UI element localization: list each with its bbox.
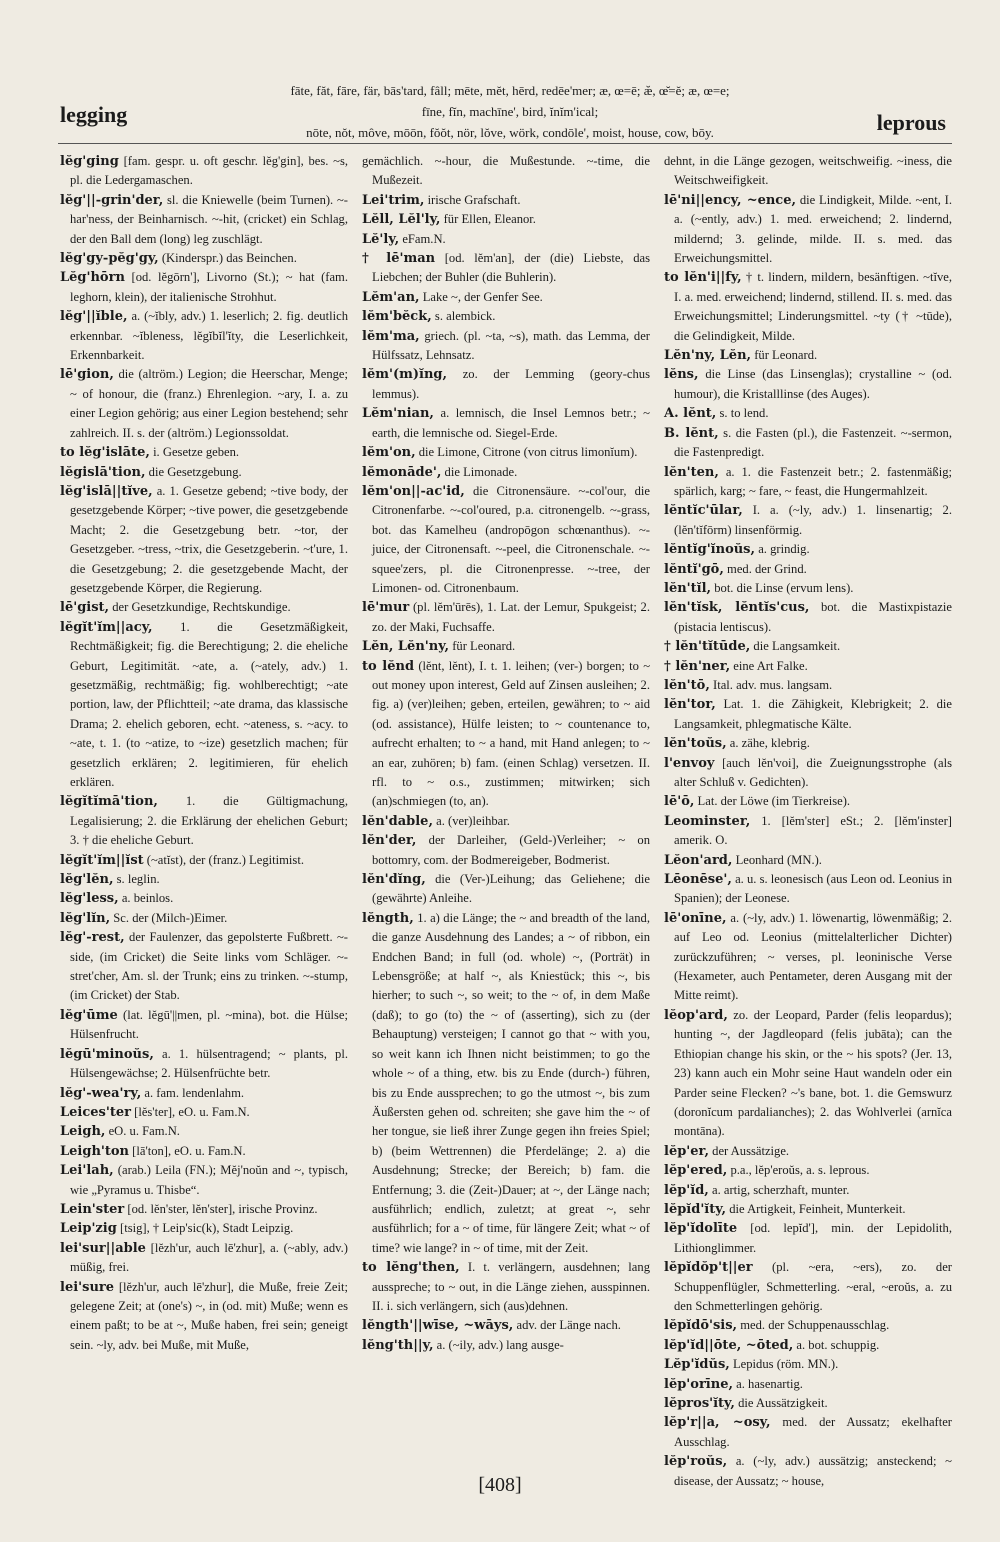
entry-headword: Leominster, [664,813,751,829]
entry-definition: sl. die Kniewelle (beim Turnen). ~-har'ness, der Beinharnisch. ~-hit, (cricket) ein Schlag, der den Ball dem (long) leg zuschlägt. [70,192,348,246]
entry-definition: a. zähe, klebrig. [729,736,810,751]
entry-definition: griech. (pl. ~ta, ~s), math. das Lemma, der Hülfssatz, Lehnsatz. [372,328,650,363]
dictionary-entry [362,249,650,288]
dictionary-entry [362,831,650,870]
entry-definition: Lat. der Löwe (im Tierkreise). [697,794,851,809]
entry-headword: Leip'zig [60,1221,117,1237]
dictionary-entry [60,463,348,482]
entry-headword: lĕgū'minoŭs, [60,1046,154,1062]
entry-headword: † lĕn'ner, [664,658,731,674]
entry-definition: a. (~ly, adv.) aussätzig; ansteckend; ~ disease, der Aussatz; ~ house, [674,1454,952,1488]
entry-definition: für Ellen, Eleanor. [443,212,536,227]
dictionary-entry [362,443,650,462]
entry-headword: lĕng'th||y, [362,1337,434,1353]
dictionary-entry [60,928,348,1006]
entry-headword: lĕg'lĕn, [60,872,114,888]
entry-headword: l'envoy [664,755,715,771]
entry-definition: i. Gesetze geben. [153,445,240,460]
entry-headword: lĕngth'||wīse, ~wāys, [362,1318,514,1334]
entry-definition: bot. die Linse (ervum lens). [714,580,854,595]
entry-headword: lĕp'roŭs, [664,1454,728,1470]
dictionary-entry [362,1336,650,1355]
entry-definition: eine Art Falke. [733,658,808,673]
entry-headword: lĕn'dable, [362,813,433,829]
entry-headword: Leices'ter [60,1104,131,1120]
entry-definition: zo. der Leopard, Parder (felis leopardus); hunting ~, der Jagdleopard (felis jubāta); can the Ethiopian change his skin, or the ~ his spots? (Jer. 13, 23) kann auch ein Mohr seine Haut wandeln oder ein Parder seine Flecken? ~'s bane, bot. 1. die Gemswurz (doronĭcum pardalianches); 2. das Wohlverlei (arnĭca montāna). [674,1007,952,1139]
entry-definition: der Darleiher, (Geld-)Verleiher; ~ on bottomry, com. der Bodmereigeber, Bodmerist. [372,833,650,867]
entry-definition: a. (ver)leihbar. [436,813,510,828]
entry-headword: to lĕn'i||fy, [664,270,742,286]
entry-definition: [tsig], † Leip'sic(k), Stadt Leipzig. [120,1221,294,1236]
entry-definition: [fam. gespr. u. oft geschr. lĕg'gin], bes. ~s, pl. die Ledergamaschen. [70,154,348,188]
entry-headword: lĕg'ūme [60,1007,118,1023]
entry-definition: für Leonard. [754,348,818,363]
entry-headword: lĕgĭt'ĭm||acy, [60,619,153,635]
entry-headword: Lĕn'ny, Lĕn, [664,348,752,364]
entry-headword: Lēonēse', [664,872,732,888]
dictionary-entry [60,1084,348,1103]
dictionary-entry [60,365,348,443]
entry-definition: s. to lend. [719,406,769,421]
entry-headword: lĕmonāde', [362,464,442,480]
entry-headword: lĕn'tō, [664,677,710,693]
entry-headword: Lĕm'an, [362,289,420,305]
entry-definition: die Artigkeit, Feinheit, Munterkeit. [729,1201,906,1216]
entry-headword: lē'mur [362,600,410,616]
entry-headword: lē'gist, [60,600,110,616]
entry-headword: Lĕn, Lĕn'ny, [362,639,450,655]
entry-headword: lĕn'toŭs, [664,736,727,752]
dictionary-entry [60,851,348,870]
entry-headword: Lĕll, Lĕl'ly, [362,212,441,228]
entry-definition: die (Ver-)Leihung; das Geliehene; die (gewährte) Anleihe. [372,872,650,906]
dictionary-entry [362,210,650,229]
dictionary-entry [60,889,348,908]
entry-headword: lĕp'ĭd||ōte, ~ōted, [664,1337,794,1353]
page-number: [408] [478,1474,522,1496]
dictionary-entry [664,870,952,909]
dictionary-entry [664,501,952,540]
dictionary-entry [362,230,650,249]
entry-headword: Leigh, [60,1124,106,1140]
column-3 [664,152,953,1488]
dictionary-entry [664,1355,952,1374]
dictionary-entry [362,637,650,656]
dictionary-entry [362,598,650,637]
entry-definition: Lake ~, der Genfer See. [422,289,543,304]
dictionary-entry [664,1258,952,1316]
entry-headword: lĕm'on||-ac'id, [362,483,465,499]
entry-definition: 1. [lĕm'ster] eSt.; 2. [lĕm'inster] amerik. O. [674,813,952,848]
entry-definition: med. der Aussatz; ekelhafter Ausschlag. [674,1415,953,1449]
entry-definition: irische Grafschaft. [427,192,521,207]
entry-headword: lei'sur||able [60,1240,146,1256]
dictionary-entry [664,1316,952,1335]
entry-definition: a. lemnisch, die Insel Lemnos betr.; ~ earth, die lemnische od. Siegel-Erde. [372,406,650,440]
dictionary-entry [664,404,952,423]
entry-headword: to lĕng'then, [362,1260,460,1276]
entry-definition: [lĕzh'ur, auch lē'zhur], die Muße, freie Zeit; gelegene Zeit; at (one's) ~, in (od. mit) Muße; wenn es einem paßt; to be at ~, Muße haben, frei sein; geneigt sein. ~ly, adv. bei Muße, mit Muße, [70,1279,348,1352]
entry-definition: [lā'ton], eO. u. Fam.N. [132,1143,246,1158]
entry-headword: lĕpĭdŏp't||er [664,1260,753,1276]
pronunciation-key-line: fāte, făt, fāre, fär, bās'tard, fâll; mēte, mĕt, hērd, redēe'mer; æ, œ=ē; æ̆, œ̆=ĕ; æ, œ=e; [290,83,730,98]
dictionary-entry [664,1413,952,1452]
dictionary-entry [664,152,952,191]
dictionary-entry [362,812,650,831]
entry-headword: lĕop'ard, [664,1007,728,1023]
entry-headword: Lĕ'ly, [362,231,400,247]
dictionary-entry [60,792,348,850]
entry-definition: [auch lĕn'voi], die Zueignungsstrophe (als alter Schluß v. Gedichten). [674,755,952,789]
dictionary-entry [664,1142,952,1161]
guide-word-right: leprous [876,110,946,135]
entry-definition: a. (~ĭbly, adv.) 1. leserlich; 2. fig. deutlich erkennbar. ~ĭbleness, lĕgĭbĭl'ĭty, die Leserlichkeit, Erkennbarkeit. [70,309,348,363]
entry-definition: a. artig, scherzhaft, munter. [712,1182,850,1197]
dictionary-entry [60,1161,348,1200]
entry-definition: a. grindig. [758,542,810,557]
entry-definition: s. alembick. [434,309,496,324]
entry-definition: die Lindigkeit, Milde. ~ent, I. a. (~ently, adv.) 1. med. erweichend; 2. lindernd, mildernd; 3. gelinde, milde. II. s. med. das Erweichungsmittel. [674,192,952,266]
dictionary-entry [60,152,348,191]
entry-headword: lĕgislā'tion, [60,464,146,480]
entry-definition: die Aussätzigkeit. [738,1396,828,1410]
entry-headword: lei'sure [60,1279,115,1295]
dictionary-entry [664,851,952,870]
dictionary-entry [60,443,348,462]
entry-definition: der Faulenzer, das gepolsterte Fußbrett. ~-side, (im Cricket) die Seite links vom Schläger. ~-stret'cher, Am. sl. der Trunk; eins zu trinken. ~-stump, (im Cricket) der Stab. [70,930,348,1003]
dictionary-entry [664,637,952,656]
entry-definition: p.a., lĕp'eroŭs, a. s. leprous. [730,1163,870,1178]
entry-definition: Leonhard (MN.). [735,852,822,867]
entry-definition: med. der Schuppenausschlag. [740,1318,890,1333]
entry-headword: Lei'lah, [60,1163,114,1179]
entry-headword: lĕn'ten, [664,464,719,480]
entry-definition: bot. die Mastixpistazie (pistacia lentiscus). [674,600,953,634]
entry-headword: lĕp'orīne, [664,1376,733,1392]
entry-definition: die Gesetzgebung. [148,464,242,479]
dictionary-entry [362,463,650,482]
entry-definition: [lĕs'ter], eO. u. Fam.N. [134,1104,250,1119]
dictionary-entry [664,909,952,1006]
entry-definition: s. leglin. [116,872,160,887]
entry-headword: lĕpĭd'ĭty, [664,1201,727,1217]
dictionary-entry [60,482,348,598]
entry-definition: med. der Grind. [727,561,807,576]
entry-headword: lĕp'er, [664,1143,709,1159]
entry-headword: lĕpĭdō'sis, [664,1318,738,1334]
entry-definition: s. die Fasten (pl.), die Fastenzeit. ~-sermon, die Fastenpredigt. [674,425,952,460]
entry-definition: † t. lindern, mildern, besänftigen. ~tĭve, I. a. med. erweichend; lindernd, stillend. II. s. med. das Erweichungsmittel; Linderungsmittel. ~ty († ~tūde), die Gelindigkeit, Milde. [674,270,952,343]
dictionary-entry [664,754,952,793]
pronunciation-key [200,80,820,143]
entry-headword: † lē'man [362,251,436,267]
dictionary-entry [362,288,650,307]
column-1 [60,152,348,1472]
entry-headword: lĕgĭtĭmā'tion, [60,794,158,810]
dictionary-entry [362,870,650,909]
dictionary-entry [60,1045,348,1084]
entry-headword: Lĕon'ard, [664,852,733,868]
dictionary-entry [60,1278,348,1356]
entry-definition: a. beinlos. [121,891,174,906]
dictionary-entry [664,657,952,676]
entry-headword: lĕm'on, [362,445,416,461]
entry-headword: Leigh'ton [60,1143,129,1159]
entry-definition: Sc. der (Milch-)Eimer. [113,910,228,925]
dictionary-entry [664,792,952,811]
entry-headword: A. lĕnt, [664,406,717,422]
entry-definition: 1. die Gültigmachung, Legalisierung; 2. die Erklärung der ehelichen Geburt; 3. † die eheliche Geburt. [70,794,349,848]
entry-definition: Ital. adv. mus. langsam. [713,677,833,692]
entry-definition: (lĕnt, lĕnt), I. t. 1. leihen; (ver-) borgen; to ~ out money upon interest, Geld auf Zinsen ausleihen; 2. fig. a) (ver)leihen; geben, erteilen, gewähren; to ~ aid (od. assistance), Hülfe leisten; to ~ countenance to, aufrecht erhalten; to ~ a hand, mit Hand anlegen; to ~ an ear, zuhören; b) fam. (einen Schlag) versetzen. II. rfl. to ~ o.s., zustimmen; mitwirken; sich (an)schmiegen (to, an). [372,658,651,809]
dictionary-entry [664,1375,952,1394]
entry-headword: lē'onīne, [664,910,727,926]
entry-definition: eFam.N. [402,231,446,246]
dictionary-entry [664,424,952,463]
entry-headword: lĕgĭt'ĭm||ĭst [60,852,144,868]
entry-headword: lĕns, [664,367,699,383]
dictionary-entry [664,1200,952,1219]
entry-definition: (pl. lĕm'ūrēs), 1. Lat. der Lemur, Spukgeist; 2. zo. der Maki, Fuchsaffe. [372,600,650,634]
entry-definition: für Leonard. [452,639,516,654]
entry-definition: zo. der Lemming (geory-chus lemmus). [372,367,650,401]
dictionary-entry [60,1239,348,1278]
entry-headword: lĕn'tĭl, [664,580,712,596]
dictionary-entry [362,657,650,812]
entry-headword: lĕg'||ĭble, [60,309,128,325]
dictionary-entry [362,365,650,404]
entry-headword: lĕpros'ĭty, [664,1396,735,1411]
entry-definition: (lat. lĕgū'||men, pl. ~mina), bot. die Hülse; Hülsenfrucht. [70,1007,348,1042]
dictionary-entry [664,191,952,269]
dictionary-entry [362,307,650,326]
dictionary-entry [664,346,952,365]
dictionary-entry [664,676,952,695]
dictionary-entry [664,695,952,734]
entry-headword: lĕg'lĭn, [60,910,111,926]
entry-definition: die Citronensäure. ~-col'our, die Citronenfarbe. ~-col'oured, p.a. citronengelb. ~-grass, bot. das Kamelheu (andropōgon schœnanthus). ~-juice, der Citronensaft. ~-peel, die Citronenschale. ~-squee'zers, pl. die Citronenpresse. ~-tree, der Limonen- od. Citronenbaum. [372,483,650,595]
dictionary-entry [664,812,952,851]
entry-headword: lĕp'ered, [664,1163,728,1179]
dictionary-entry [362,191,650,210]
dictionary-entry [60,1006,348,1045]
entry-definition: die Langsamkeit. [753,639,841,654]
dictionary-entry [362,152,650,191]
entry-definition: Lat. 1. die Zähigkeit, Klebrigkeit; 2. die Langsamkeit, phlegmatische Kälte. [674,697,952,731]
entry-definition: a. hasenartig. [736,1376,803,1391]
entry-headword: lĕn'tor, [664,697,716,713]
entry-definition: a. bot. schuppig. [796,1337,880,1352]
entry-headword: to lĕg'islāte, [60,445,150,461]
dictionary-entry [664,540,952,559]
entry-definition: die (altröm.) Legion; die Heerschar, Menge; ~ of honour, die (franz.) Ehrenlegion. ~ary, I. a. zu einer Legion gehörig; aus einer Legion bestehend; sehr zahlreich. II. s. der (altröm.) Legionssoldat. [70,367,348,440]
dictionary-entry [664,1161,952,1180]
entry-headword: Lĕm'nian, [362,406,434,422]
entry-headword: lĕp'ĭd, [664,1182,709,1198]
entry-headword: lĕm'ma, [362,328,420,344]
dictionary-entry [362,1316,650,1335]
entry-definition: I. t. verlängern, ausdehnen; lang ausspreche; to ~ out, in die Länge ziehen, ausspinnen. II. i. sich verlängern, sich (aus)dehnen. [372,1260,650,1313]
entry-headword: lĕntĭg'ĭnoŭs, [664,542,756,558]
header-rule [58,143,952,144]
entry-definition: [od. lĕgōrn'], Livorno (St.); ~ hat (fam. leghorn, klein), der italienische Strohhut. [70,270,348,304]
dictionary-entry [664,1336,952,1355]
entry-headword: lĕg'-rest, [60,930,125,946]
pronunciation-key-line: fīne, fĭn, machīne', bird, ĭnĭm'ical; [421,104,599,119]
dictionary-entry [60,1103,348,1122]
entry-headword: lĕn'tĭsk, lĕntĭs'cus, [664,600,810,616]
entry-headword: Lĕp'ĭdŭs, [664,1357,730,1373]
entry-headword: lē'ni||ency, ~ence, [664,192,797,208]
dictionary-entry [60,1219,348,1238]
dictionary-entry [664,579,952,598]
entry-headword: lē'gion, [60,367,114,383]
entry-headword: B. lĕnt, [664,425,719,441]
dictionary-entry [362,482,650,598]
dictionary-entry [664,268,952,346]
entry-headword: lĕp'ĭdolīte [664,1221,738,1237]
entry-definition: adv. der Länge nach. [516,1318,621,1333]
entry-definition: a. 1. die Fastenzeit betr.; 2. fastenmäßig; spärlich, karg; ~ fare, ~ feast, die Hungermahlzeit. [674,464,952,498]
dictionary-entry [362,327,650,366]
dictionary-entry [60,1122,348,1141]
entry-headword: to lĕnd [362,658,415,674]
dictionary-entry [664,1219,952,1258]
entry-headword: Lĕg'hōrn [60,270,125,286]
entry-headword: lĕg'less, [60,891,119,907]
entry-definition: die Limone, Citrone (von citrus limonĭum). [418,445,638,460]
dictionary-entry [664,734,952,753]
dictionary-entry [60,909,348,928]
entry-definition: der Gesetzkundige, Rechtskundige. [112,600,291,615]
dictionary-entry [664,1181,952,1200]
dictionary-entry [362,404,650,443]
entry-definition: [od. lĕm'an], der (die) Liebste, das Liebchen; der Buhler (die Buhlerin). [372,251,650,285]
entry-headword: lĕngth, [362,910,414,926]
entry-headword: Lein'ster [60,1201,125,1217]
dictionary-entry [60,268,348,307]
dictionary-entry [664,560,952,579]
entry-headword: lĕm'bĕck, [362,309,432,325]
entry-definition: (pl. ~era, ~ers), zo. der Schuppenflügler, Schmetterling. ~eral, ~eroŭs, a. zu den Schmetterlingen gehörig. [674,1260,952,1313]
dictionary-entry [60,249,348,268]
entry-definition: eO. u. Fam.N. [108,1124,180,1139]
dictionary-entry [60,1142,348,1161]
entry-definition: a. 1. hülsentragend; ~ plants, pl. Hülsengewächse; 2. Hülsenfrüchte betr. [70,1046,348,1081]
dictionary-entry [664,1006,952,1142]
dictionary-entry [362,909,650,1258]
entry-definition: [od. lĕn'ster, lĕn'ster], irische Provinz. [127,1201,318,1216]
entry-definition: die Linse (das Linsenglas); crystalline ~ (od. humour), die Kristalllinse (des Auges). [674,367,952,401]
entry-headword: lĕg'||-grin'der, [60,192,164,208]
entry-definition: der Aussätzige. [712,1143,790,1158]
entry-definition: 1. die Gesetzmäßigkeit, Rechtmäßigkeit; fig. die Berechtigung; 2. die eheliche Geburt, Legitimität. ~ate, a. (~ately, adv.) 1. gesetzmäßig, rechtmäßig; fig. wohlberechtigt; ~ate portion, law, der Pflichtteil; ~ate drama, das klassische Drama; 2. ehelich geboren, echt. ~ateness, s. ~acy. to ~ate, t. 1. (to ~atize, to ~ize) gesetzlich machen; für gesetzlich erklären; 2. legitimieren, für ehelich erklären. [70,619,348,789]
dictionary-entry [664,1394,952,1413]
dictionary-entry [60,598,348,617]
dictionary-entry [60,870,348,889]
entry-definition: a. 1. Gesetze gebend; ~tive body, der gesetzgebende Körper; ~tive power, die gesetzgebende Macht; 2. die Gesetzgebung betr. ~tor, der Gesetzgeber. ~tress, ~trix, die Gesetzgeberin. ~t'ure, 1. die Gesetzgebung; 2. die gesetzgebende Macht, der gesetzgebende Körper, die Regierung. [70,483,349,595]
entry-headword: Lei'trim, [362,192,425,208]
column-2 [362,152,650,1472]
entry-definition: die Limonade. [444,464,518,479]
entry-headword: † lĕn'tĭtūde, [664,639,751,655]
entry-definition: a. (~ily, adv.) lang ausge- [436,1337,564,1352]
entry-definition: (~atĭst), der (franz.) Legitimist. [146,852,304,867]
entry-definition: (Kinderspr.) das Beinchen. [161,251,297,266]
entry-headword: lĕg'gy-pĕg'gy, [60,251,159,267]
entry-definition: dehnt, in die Länge gezogen, weitschweifig. ~iness, die Weitschweifigkeit. [664,154,952,188]
dictionary-entry [60,1200,348,1219]
entry-definition: gemächlich. ~-hour, die Mußestunde. ~-time, die Mußezeit. [362,154,650,188]
dictionary-entry [664,365,952,404]
entry-headword: lĕg'-wea'ry, [60,1085,142,1101]
entry-definition: Lepidus (röm. MN.). [732,1357,839,1372]
entry-definition: [lĕzh'ur, auch lē'zhur], a. (~ably, adv.) müßig, frei. [70,1240,348,1275]
entry-headword: lĕn'dĭng, [362,872,426,888]
entry-definition: 1. a) die Länge; the ~ and breadth of the land, die ganze Ausdehnung des Landes; a ~ of ribbon, ein Endchen Band; in full (od. whole) ~, (Porträt) in Lebensgröße; at half ~, als Kniestück; this ~, bis hierher; to such ~, so weit; to the ~ of, in dem Maße (daß); to go (to) the ~ of (asserting), sich zu (der Behauptung) versteigen; I cannot go that ~ with you, so weit kann ich Ihnen nicht beistimmen; to go the whole ~ of a thing, etw. bis zu Ende (durch-) führen, bis zu Ende aussprechen; to go the utmost ~, bis zum Äußersten gehen od. schreiten; she gave him the ~ of her tongue, sie ließ ihrer Zunge gegen ihn freies Spiel; b) (beim Wettrennen) die Pferdelänge; 2. a) die Ausdehnung; Strecke; der Bereich; b) fam. die Entfernung; 3. die (Zeit-)Dauer; at ~, der Länge nach; ausführlich; endlich, zuletzt; at great ~, sehr ausführlich; for a ~ of time, für längere Zeit; what ~ of time? wie lange? in ~ of time, mit der Zeit. [372,910,651,1255]
guide-word-left: legging [60,102,128,127]
dictionary-entry [60,618,348,793]
entry-definition: (arab.) Leila (FN.); Mĕj'noŭn and ~, typisch, wie „Pyramus u. Thisbe“. [70,1163,348,1197]
entry-definition: [od. lepĭd'], min. der Lepidolith, Lithionglimmer. [674,1221,952,1255]
dictionary-entry [60,191,348,249]
entry-headword: lē'ō, [664,794,695,810]
dictionary-entry [362,1258,650,1316]
entry-headword: lĕg'islā||tĭve, [60,483,153,499]
dictionary-entry [664,463,952,502]
entry-definition: I. a. (~ly, adv.) 1. linsenartig; 2. (lĕn'tĭfōrm) linsenförmig. [674,503,952,537]
entry-headword: lĕp'r||a, ~osy, [664,1415,771,1431]
entry-headword: lĕg'ging [60,154,119,169]
entry-definition: a. (~ly, adv.) 1. löwenartig, löwenmäßig; 2. auf Leo od. Leonius (mittelalterlicher Dichter) zurückzuführen; ~ verses, pl. leoninische Verse (Hexameter, auch Pentameter, deren Ausgang mit der Mitte reimt). [674,910,952,1003]
dictionary-entry [664,598,952,637]
pronunciation-key-line: nōte, nŏt, môve, mōōn, fŏŏt, nör, lŏve, wörk, condōle', moist, house, cow, bōy. [306,125,714,140]
entry-headword: lĕm'(m)ĭng, [362,367,448,383]
entry-headword: lĕn'der, [362,833,417,849]
entry-headword: lĕntĭc'ūlar, [664,503,743,519]
entry-headword: lĕntĭ'gō, [664,561,724,577]
entry-definition: a. fam. lendenlahm. [144,1085,245,1100]
dictionary-entry [60,307,348,365]
entry-definition: a. u. s. leonesisch (aus Leon od. Leonius in Spanien); der Leonese. [674,872,952,906]
